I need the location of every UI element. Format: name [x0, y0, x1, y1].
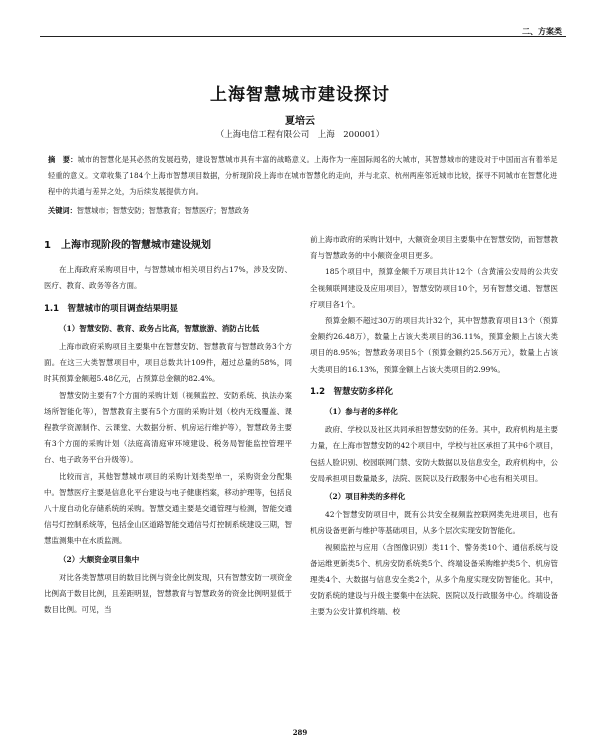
- paragraph: 智慧安防主要有7个方面的采购计划（视频监控、安防系统、执法办案场所智能化等），智慧教育主要有5个方面的采购计划（校内无线覆盖、课程教学资源制作、云课堂、大数据分析、机房运行维护等），智慧政务主要有3个方面的采购计划（法庭高清庭审环境建设、税务局智能监控管理平台、电子政务平台升级等）。: [44, 390, 292, 465]
- subheading: （2）项目种类的多样化: [325, 492, 406, 502]
- page-number: 289: [292, 728, 308, 737]
- paragraph: 185个项目中，预算金额千万项目共计12个（含黄浦公安局的公共安全视频联网建设及应用项目），智慧安防项目10个，另有智慧交通、智慧医疗项目各1个。: [310, 267, 558, 309]
- author: 夏培云: [285, 116, 315, 127]
- paragraph: 上海市政府采购项目主要集中在智慧安防、智慧教育与智慧政务3个方面。在这三大类智慧项目中，项目总数共计109件，超过总量的58%，同时其预算金额超5.48亿元，占预算总金额的82.4%。: [44, 342, 292, 384]
- right-column: [310, 232, 558, 621]
- subsection-heading-1-2: 1.2 智慧安防多样化: [310, 386, 394, 397]
- keywords: [48, 204, 558, 218]
- paragraph: 前上海市政府的采购计划中，大额资金项目主要集中在智慧安防，而智慧教育与智慧政务的中小额资金项目更多。: [310, 235, 558, 261]
- section-heading-1: 1 上海市现阶段的智慧城市建设规划: [44, 240, 211, 251]
- abstract: [48, 152, 558, 200]
- paragraph: 政府、学校以及社区共同承担智慧安防的任务。其中，政府机构是主要力量，在上海市智慧安防的42个项目中，学校与社区承担了其中6个项目，包括人脸识别、校园联网门禁、安防大数据以及信息安全，政府机构中，公安局承担项目数量最多，法院、医院以及行政服务中心也有相关项目。: [310, 425, 558, 483]
- left-column: [44, 232, 292, 618]
- section-tag: 二、方案类: [522, 27, 562, 36]
- paragraph: 比较而言，其他智慧城市项目的采购计划类型单一，采购资金分配集中。智慧医疗主要是信息化平台建设与电子健康档案，移动护理等，包括良八十度自动化存储系统的采购。智慧交通主要是交通管理与检测，智能交通信号灯控制系统等，包括金山区道路智能交通信号灯控制系统建设三期，智慧监测集中在水质监测。: [44, 471, 292, 546]
- subheading: （2）大额资金项目集中: [59, 554, 140, 564]
- keywords-text: 智慧城市；智慧安防；智慧教育；智慧医疗；智慧政务: [76, 206, 250, 215]
- subheading: （1）智慧安防、教育、政务占比高，智慧旅游、消防占比低: [59, 323, 260, 333]
- header-rule: [40, 36, 566, 37]
- abstract-text: 城市的智慧化是其必然的发展趋势，建设智慧城市具有丰富的战略意义。上海作为一座国际闻名的大城市，其智慧城市的建设对于中国而言有着举足轻重的意义。文章收集了184个上海市智慧项目数据，分析现阶段上海市在城市智慧化的走向，并与北京、杭州两座邻近城市比较，探寻不同城市在智慧化进程中的共通与差异之处，为后续发展提供方向。: [48, 155, 558, 196]
- paper-title: 上海智慧城市建设探讨: [210, 85, 390, 105]
- subsection-heading-1-1: 1.1 智慧城市的项目调查结果明显: [44, 303, 179, 314]
- subheading: （1）参与者的多样化: [325, 407, 398, 417]
- paragraph: 在上海政府采购项目中，与智慧城市相关项目约占17%，涉及安防、医疗、教育、政务等各方面。: [44, 265, 292, 291]
- abstract-label: 摘 要：: [48, 155, 78, 164]
- paragraph: 对比各类智慧项目的数目比例与资金比例发现，只有智慧安防一项资金比例高于数目比例，且差距明显，智慧教育与智慧政务的资金比例明显低于数目比例。可见，当: [44, 572, 292, 615]
- paragraph: 预算金额不超过30万的项目共计32个，其中智慧教育项目13个（预算金额约26.48万），数量上占该大类项目的36.11%，预算金额上占该大类项目的8.95%；智慧政务项目5个（预算金额约25.56万元），数量上占该大类项目的16.13%，预算金额上占该大类项目的2.99%。: [310, 316, 558, 374]
- affiliation: （上海电信工程有限公司 上海 200001）: [215, 130, 385, 140]
- paragraph: 视频监控与应用（含图像识别）类11个、警务类10个、通信系统与设备运维更新类5个、机房安防系统类5个、终端设备采购维护类5个、机房管理类4个、大数据与信息安全类2个，从多个角度实现安防智能化。其中，安防系统的建设与升级主要集中在法院、医院以及行政服务中心。终端设备主要为公安计算机终端、校: [310, 542, 558, 617]
- paragraph: 42个智慧安防项目中，既有公共安全视频监控联网类先进项目，也有机房设备更新与维护等基础项目，从多个层次实现安防智能化。: [310, 510, 558, 536]
- keywords-label: 关键词：: [48, 206, 77, 215]
